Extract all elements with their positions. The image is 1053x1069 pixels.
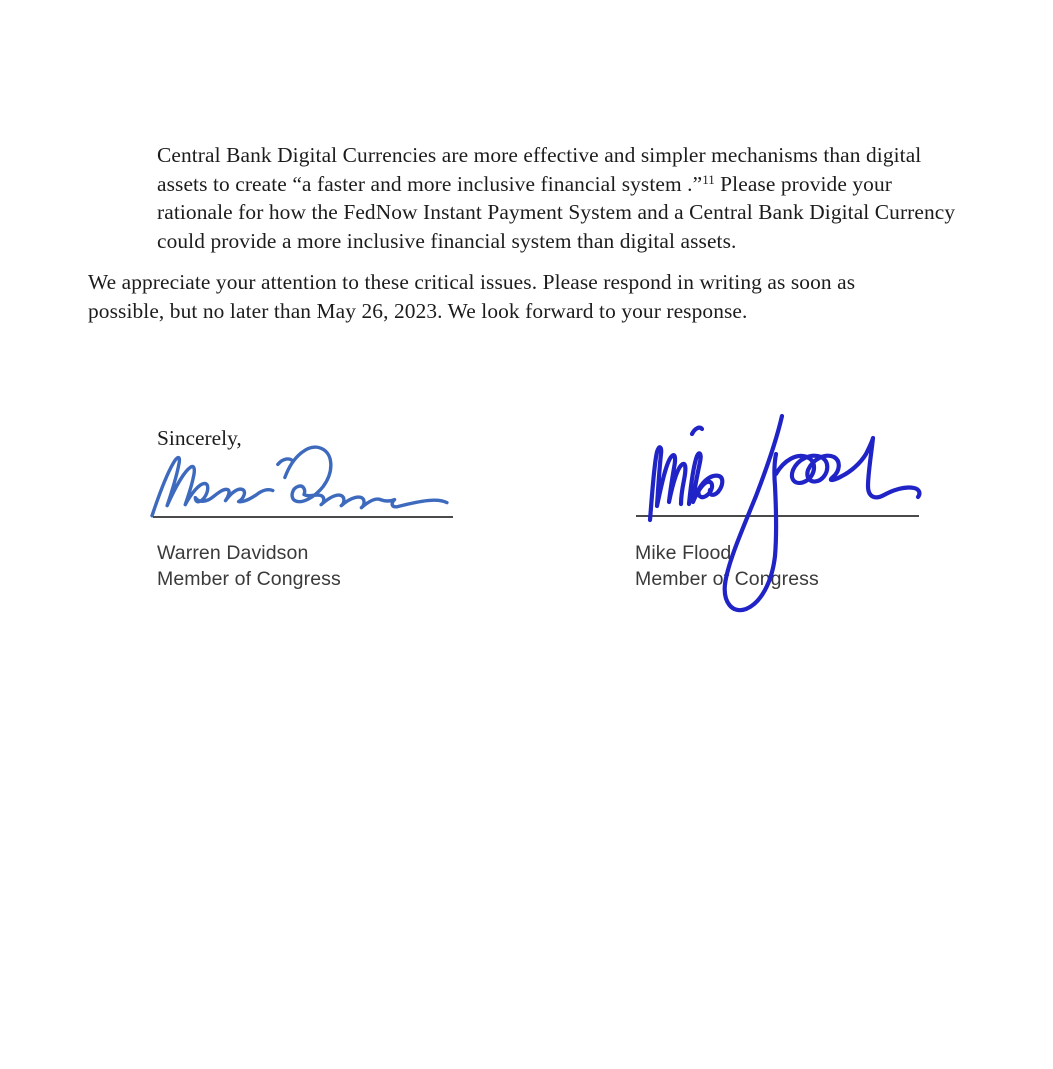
signatory-title: Member of Congress (635, 568, 819, 590)
paragraph-text-before-footnote: Central Bank Digital Currencies are more effective and simpler mechanisms than digital assets to create “a faster and more inclusive financial system .” (157, 143, 922, 196)
valediction: Sincerely, (157, 426, 242, 451)
mike-flood-signature-ink (630, 408, 932, 626)
paragraph-response-deadline: We appreciate your attention to these critical issues. Please respond in writing as soon as possible, but no later than May 26, 2023. We look forward to your response. (88, 270, 856, 323)
signatory-name: Mike Flood (635, 542, 732, 564)
warren-signature-line (153, 516, 453, 518)
mike-flood-name-block (635, 540, 819, 592)
warren-davidson-name-block (157, 540, 341, 592)
paragraph-cbdc-question (157, 141, 969, 255)
paragraph-text-after-footnote: Please provide your rationale for how the FedNow Instant Payment System and a Central Bank Digital Currency could provide a more inclusive financial system than digital assets. (157, 171, 956, 253)
signatory-name: Warren Davidson (157, 542, 309, 564)
footnote-reference-11: 11 (702, 171, 715, 187)
warren-davidson-signature-ink (146, 441, 458, 527)
mike-signature-line (636, 515, 919, 517)
signatory-title: Member of Congress (157, 568, 341, 590)
warren-signature-strokes (152, 447, 447, 516)
